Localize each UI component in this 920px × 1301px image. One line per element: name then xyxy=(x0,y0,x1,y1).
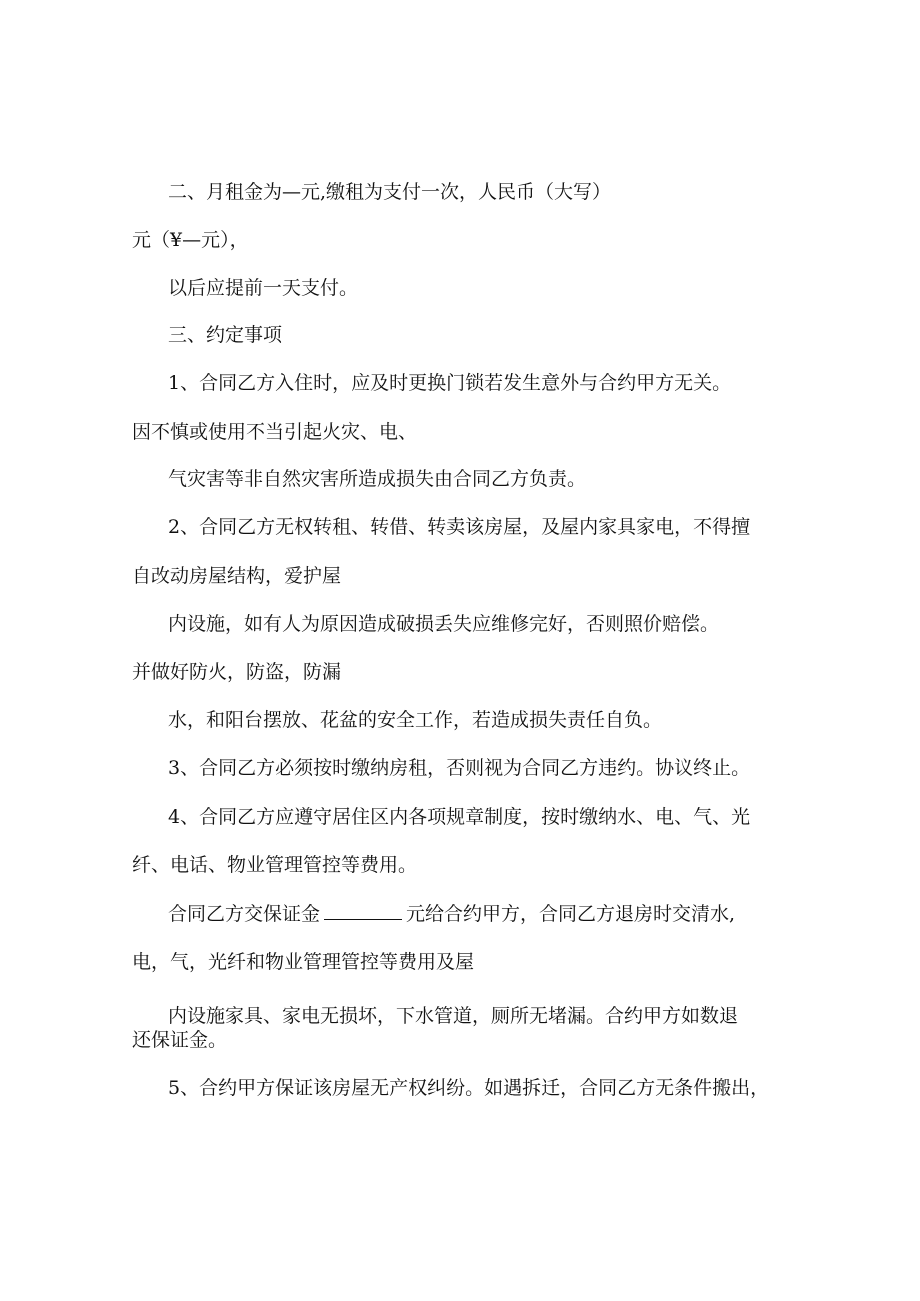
deposit-cont-2: 内设施家具、家电无损坏，下水管道，厕所无堵漏。合约甲方如数退 xyxy=(168,1005,739,1027)
clause-1-cont-2: 气灾害等非自然灾害所造成损失由合同乙方负责。 xyxy=(168,468,587,490)
clause-5: 5、合约甲方保证该房屋无产权纠纷。如遇拆迁，合同乙方无条件搬出， xyxy=(168,1077,770,1099)
deposit-label: 合同乙方交保证金 xyxy=(168,903,321,925)
deposit-cont-3: 还保证金。 xyxy=(132,1029,228,1051)
clause-2-cont-2: 内设施，如有人为原因造成破损丢失应维修完好，否则照价赔偿。 xyxy=(168,613,720,635)
deposit-blank xyxy=(324,903,402,920)
clause-4: 4、合同乙方应遵守居住区内各项规章制度，按时缴纳水、电、气、光 xyxy=(168,806,751,828)
clause-3: 3、合同乙方必须按时缴纳房租，否则视为合同乙方违约。协议终止。 xyxy=(168,757,751,779)
paragraph-rent-amount-cont: 元（¥—元）， xyxy=(132,229,249,251)
clause-2-cont-4: 水，和阳台摆放、花盆的安全工作，若造成损失责任自负。 xyxy=(168,709,663,731)
clause-2: 2、合同乙方无权转租、转借、转卖该房屋，及屋内家具家电，不得擅 xyxy=(168,516,751,538)
clause-2-cont-3: 并做好防火，防盗，防漏 xyxy=(132,661,342,683)
clause-1-cont-1: 因不慎或使用不当引起火灾、电、 xyxy=(132,421,418,443)
deposit-cont-1: 电，气，光纤和物业管理管控等费用及屋 xyxy=(132,951,475,973)
deposit-line xyxy=(168,902,735,926)
clause-1: 1、合同乙方入住时，应及时更换门锁若发生意外与合约甲方无关。 xyxy=(168,372,732,394)
clause-4-cont: 纤、电话、物业管理管控等费用。 xyxy=(132,854,418,876)
clause-2-cont-1: 自改动房屋结构，爱护屋 xyxy=(132,565,342,587)
paragraph-advance-payment: 以后应提前一天支付。 xyxy=(168,277,359,299)
deposit-rest: 元给合约甲方，合同乙方退房时交清水, xyxy=(406,903,736,925)
paragraph-rent-amount: 二、月租金为—元,缴租为支付一次，人民币（大写） xyxy=(168,181,612,203)
section-heading-agreements: 三、约定事项 xyxy=(168,324,283,346)
